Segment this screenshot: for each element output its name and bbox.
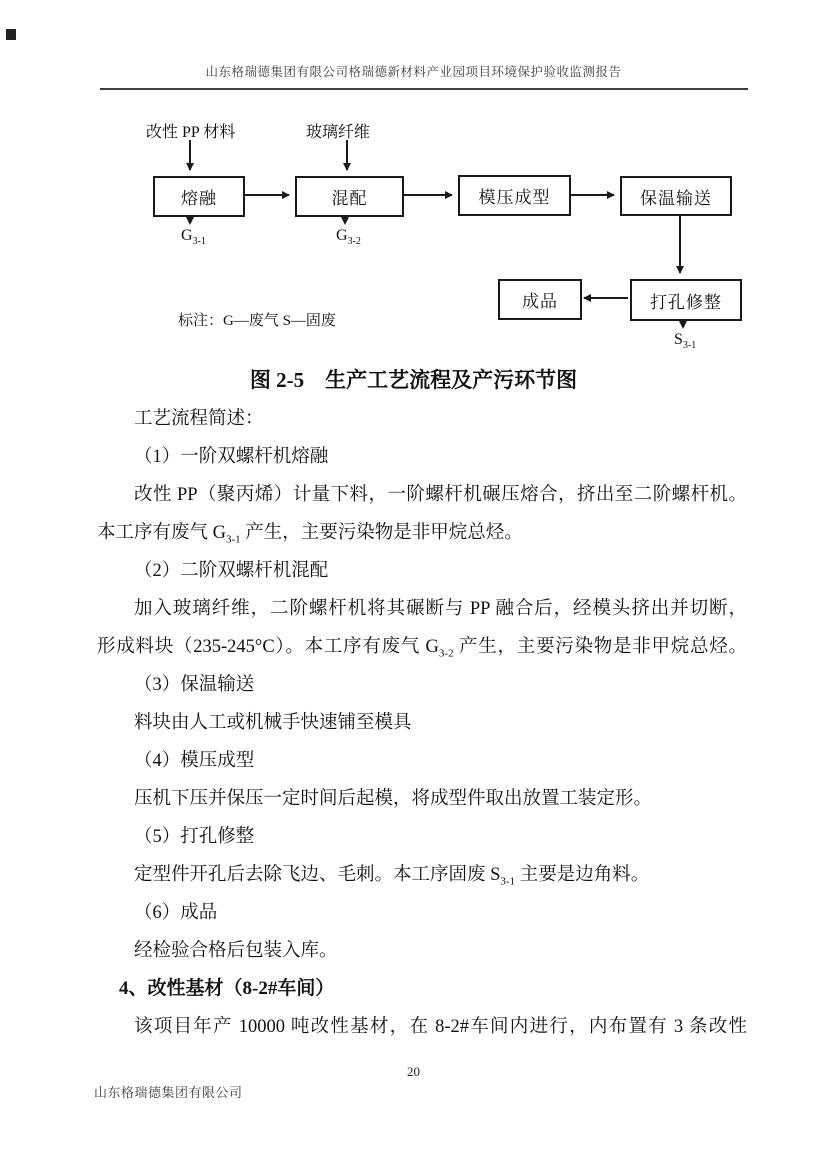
diagram-emission-g3-1: $G_{3-1}$: [181, 227, 206, 248]
diagram-legend: 标注：G—废气 S—固废: [178, 313, 336, 329]
body-line: （5）打孔修整: [134, 827, 255, 847]
diagram-box-finished: 成品: [498, 279, 582, 320]
body-line: （4）模压成型: [134, 751, 255, 771]
body-line: 经检验合格后包装入库。: [134, 941, 338, 961]
diagram-box-melt: 熔融: [153, 176, 245, 217]
body-line: 加入玻璃纤维，二阶螺杆机将其碾断与 PP 融合后，经模头挤出并切断，: [134, 599, 747, 619]
diagram-box-mix: 混配: [295, 176, 404, 217]
body-line: 压机下压并保压一定时间后起模，将成型件取出放置工装定形。: [134, 789, 653, 809]
body-line: （6）成品: [134, 903, 218, 923]
diagram-input-label-modified-pp: 改性 PP 材料: [146, 124, 236, 141]
body-line: 该项目年产 10000 吨改性基材，在 8-2#车间内进行，内布置有 3 条改性: [134, 1017, 747, 1037]
page-header: 山东格瑞德集团有限公司格瑞德新材料产业园项目环境保护验收监测报告: [205, 65, 622, 79]
scan-artifact: [6, 29, 16, 40]
body-line: 定型件开孔后去除飞边、毛刺。本工序固废 $S_{3-1}$ 主要是边角料。: [134, 865, 650, 888]
section-heading: 4、改性基材（8-2#车间）: [119, 978, 335, 999]
diagram-emission-g3-2: $G_{3-2}$: [336, 227, 361, 248]
diagram-box-drill: 打孔修整: [630, 279, 742, 321]
diagram-box-transfer: 保温输送: [620, 176, 732, 216]
body-line: （1）一阶双螺杆机熔融: [134, 447, 329, 467]
body-line: 形成料块（235-245°C）。本工序有废气 $G_{3-2}$ 产生，主要污染物是非甲烷总烃。: [97, 637, 747, 660]
footer-company: 山东格瑞德集团有限公司: [94, 1085, 243, 1100]
diagram-input-label-glass-fiber: 玻璃纤维: [306, 124, 371, 141]
body-text: [97, 400, 747, 1046]
body-line: 料块由人工或机械手快速铺至模具: [134, 713, 412, 733]
body-line: （3）保温输送: [134, 675, 255, 695]
page-number: 20: [407, 1064, 420, 1079]
diagram-emission-s3-1: $S_{3-1}$: [674, 331, 697, 352]
body-line: 改性 PP（聚丙烯）计量下料，一阶螺杆机碾压熔合，挤出至二阶螺杆机。: [134, 485, 747, 505]
figure-caption: 图 2-5 生产工艺流程及产污环节图: [249, 368, 578, 392]
body-line: （2）二阶双螺杆机混配: [134, 561, 329, 581]
header-rule: [100, 88, 748, 90]
body-line: 本工序有废气 $G_{3-1}$ 产生，主要污染物是非甲烷总烃。: [97, 523, 523, 546]
body-line: 工艺流程简述：: [134, 409, 264, 429]
diagram-box-mold: 模压成型: [458, 175, 571, 216]
